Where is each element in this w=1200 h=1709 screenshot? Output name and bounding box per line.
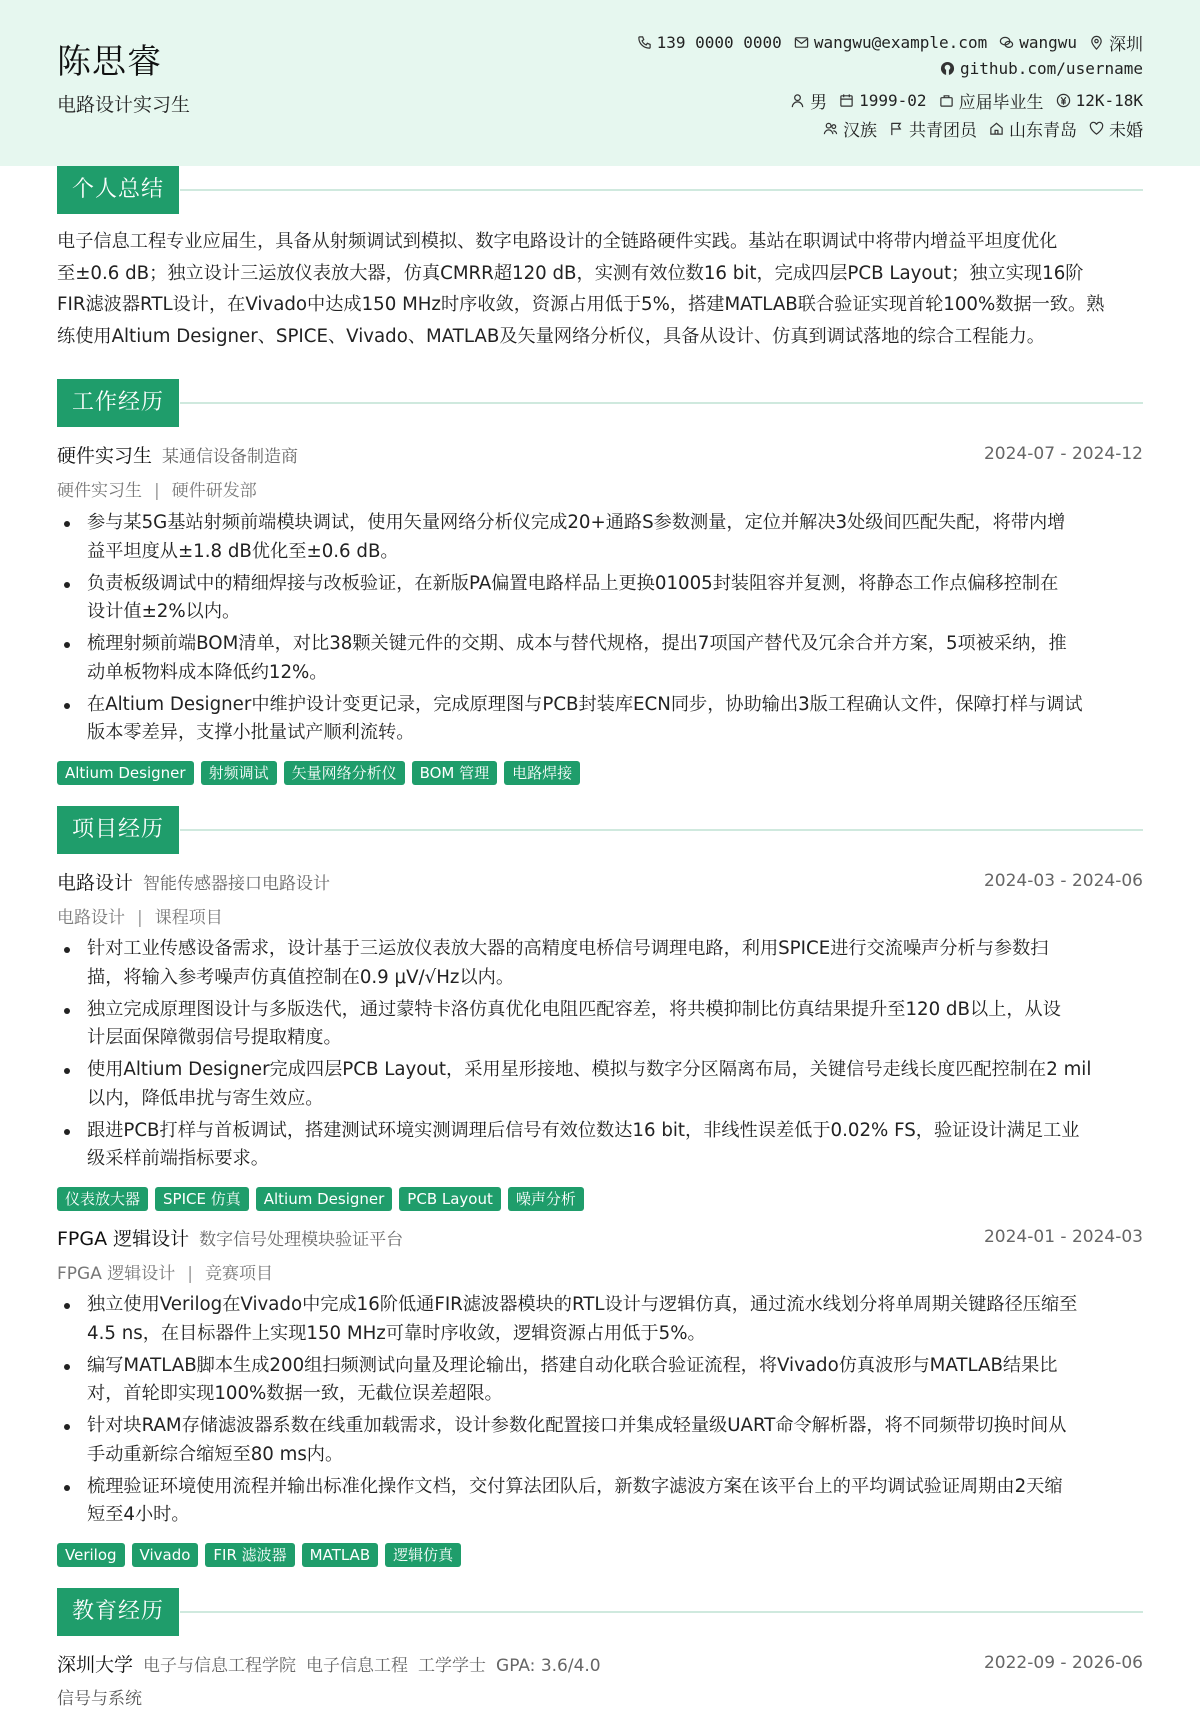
- work-entry-title: [57, 441, 298, 468]
- section-divider: [180, 1611, 1143, 1613]
- skill-tag: Altium Designer: [57, 761, 194, 785]
- heart-icon: [1089, 121, 1104, 136]
- contact-row-4: [823, 116, 1143, 141]
- project-meta-type: 课程项目: [154, 908, 223, 928]
- list-item: 独立完成原理图设计与多版迭代，通过蒙特卡洛仿真优化电阻匹配容差，将共模抑制比仿真结果提升至120 dB以上，从设 计层面保障微弱信号提取精度。: [57, 996, 1147, 1053]
- education-entry-title: [57, 1650, 601, 1677]
- person-icon: [790, 93, 805, 108]
- contact-row-1: [637, 30, 1143, 55]
- salary-item: [1056, 91, 1143, 110]
- currency-icon: [1056, 93, 1071, 108]
- phone-icon: [637, 35, 652, 50]
- section-title-education: 教育经历: [57, 1588, 179, 1636]
- education-course-line: 信号与系统: [57, 1689, 142, 1709]
- skill-tag: 噪声分析: [508, 1187, 584, 1211]
- summary-line: FIR滤波器RTL设计，在Vivado中达成150 MHz时序收敛，资源占用低于5%，搭建MATLAB联合验证实现首轮100%数据一致。熟: [57, 294, 1105, 315]
- salary-value: 12K-18K: [1075, 91, 1143, 110]
- section-title-projects: 项目经历: [57, 806, 179, 854]
- skill-tag: 仪表放大器: [57, 1187, 148, 1211]
- meta-separator: |: [187, 1264, 193, 1284]
- project-bullets: [57, 935, 1147, 1177]
- location-pin-icon: [1089, 35, 1104, 50]
- home-icon: [989, 121, 1004, 136]
- summary-line: 练使用Altium Designer、SPICE、Vivado、MATLAB及矢量网络分析仪，具备从设计、仿真到调试落地的综合工程能力。: [57, 325, 1045, 347]
- list-item: 梳理射频前端BOM清单，对比38颗关键元件的交期、成本与替代规格，提出7项国产替代及冗余合并方案，5项被采纳，推 动单板物料成本降低约12%。: [57, 630, 1147, 687]
- skill-tag: SPICE 仿真: [155, 1187, 249, 1211]
- status-item: [939, 88, 1044, 113]
- list-item: 编写MATLAB脚本生成200组扫频测试向量及理论输出，搭建自动化联合验证流程，将Vivado仿真波形与MATLAB结果比 对，首轮即实现100%数据一致，无截位误差超限。: [57, 1352, 1147, 1409]
- project-name: FPGA 逻辑设计: [57, 1228, 190, 1250]
- work-bullets: [57, 509, 1147, 751]
- project-name: 电路设计: [57, 872, 134, 894]
- project-entry-title: [57, 868, 330, 895]
- work-tags: [57, 761, 580, 785]
- section-title-summary: 个人总结: [57, 166, 179, 214]
- resume-header: [0, 0, 1200, 166]
- candidate-name: 陈思睿: [57, 42, 162, 82]
- skill-tag: 逻辑仿真: [385, 1543, 461, 1567]
- college-name: 电子与信息工程学院: [143, 1656, 297, 1676]
- github-item: [940, 59, 1143, 78]
- list-item: 跟进PCB打样与首板调试，搭建测试环境实测调理后信号有效位数达16 bit，非线性误差低于0.02% FS，验证设计满足工业 级采样前端指标要求。: [57, 1117, 1147, 1174]
- list-item: 使用Altium Designer完成四层PCB Layout，采用星形接地、模拟与数字分区隔离布局，关键信号走线长度匹配控制在2 mil 以内，降低串扰与寄生效应。: [57, 1056, 1147, 1113]
- project-bullets: [57, 1291, 1147, 1533]
- briefcase-icon: [939, 93, 954, 108]
- company-name: 某通信设备制造商: [162, 447, 299, 467]
- email-item: [794, 33, 987, 52]
- project-subtitle: 智能传感器接口电路设计: [143, 874, 331, 894]
- major-name: 电子信息工程: [306, 1656, 409, 1676]
- birth-value: 1999-02: [859, 91, 927, 110]
- hometown-value: 山东青岛: [1009, 121, 1077, 141]
- people-icon: [823, 121, 838, 136]
- list-item: 负责板级调试中的精细焊接与改板验证，在新版PA偏置电路样品上更换01005封装阻容并复测，将静态工作点偏移控制在 设计值±2%以内。: [57, 570, 1147, 627]
- marital-item: [1089, 116, 1143, 141]
- political-item: [889, 116, 977, 141]
- gpa-value: GPA: 3.6/4.0: [496, 1656, 601, 1676]
- list-item: 针对工业传感设备需求，设计基于三运放仪表放大器的高精度电桥信号调理电路，利用SPICE进行交流噪声分析与参数扫 描，将输入参考噪声仿真值控制在0.9 μV/√Hz以内。: [57, 935, 1147, 992]
- skill-tag: MATLAB: [302, 1543, 378, 1567]
- meta-separator: |: [137, 908, 143, 928]
- project-tags: [57, 1543, 461, 1567]
- project-meta-type: 竞赛项目: [204, 1264, 273, 1284]
- project-meta: [57, 1259, 273, 1284]
- section-divider: [180, 189, 1143, 191]
- summary-paragraph: [57, 226, 1143, 352]
- phone-item: [637, 33, 782, 52]
- project-subtitle: 数字信号处理模块验证平台: [199, 1230, 404, 1250]
- skill-tag: Verilog: [57, 1543, 125, 1567]
- birth-item: [839, 91, 926, 110]
- wechat-icon: [999, 35, 1014, 50]
- skill-tag: PCB Layout: [399, 1187, 501, 1211]
- project-entry-title: [57, 1224, 403, 1251]
- github-icon: [940, 61, 955, 76]
- contact-row-3: [790, 88, 1143, 113]
- school-name: 深圳大学: [57, 1654, 134, 1676]
- location-item: [1089, 30, 1143, 55]
- work-date: 2024-07 - 2024-12: [983, 444, 1143, 464]
- list-item: 针对块RAM存储滤波器系数在线重加载需求，设计参数化配置接口并集成轻量级UART命令解析器，将不同频带切换时间从 手动重新综合缩短至80 ms内。: [57, 1412, 1147, 1469]
- target-role: 电路设计实习生: [57, 94, 191, 116]
- ethnicity-value: 汉族: [843, 121, 877, 141]
- project-meta-category: 电路设计: [57, 908, 125, 928]
- list-item: 参与某5G基站射频前端模块调试，使用矢量网络分析仪完成20+通路S参数测量，定位并解决3处级间匹配失配，将带内增 益平坦度从±1.8 dB优化至±0.6 dB。: [57, 509, 1147, 566]
- section-divider: [180, 402, 1143, 404]
- skill-tag: FIR 滤波器: [205, 1543, 294, 1567]
- gender-value: 男: [810, 93, 828, 113]
- project-meta-category: FPGA 逻辑设计: [57, 1264, 176, 1284]
- skill-tag: Vivado: [132, 1543, 199, 1567]
- flag-icon: [889, 121, 904, 136]
- skill-tag: BOM 管理: [412, 761, 498, 785]
- marital-value: 未婚: [1109, 121, 1143, 141]
- political-value: 共青团员: [909, 121, 977, 141]
- meta-separator: |: [154, 481, 160, 501]
- job-title: 硬件实习生: [57, 445, 153, 467]
- email-address[interactable]: wangwu@example.com: [813, 33, 988, 52]
- location-city: 深圳: [1109, 35, 1143, 55]
- work-meta-dept: 硬件研发部: [171, 481, 257, 501]
- project-date: 2024-01 - 2024-03: [983, 1227, 1143, 1247]
- degree-name: 工学学士: [418, 1656, 487, 1676]
- skill-tag: Altium Designer: [256, 1187, 393, 1211]
- ethnicity-item: [823, 116, 877, 141]
- skill-tag: 电路焊接: [504, 761, 580, 785]
- hometown-item: [989, 116, 1077, 141]
- wechat-item: [999, 33, 1077, 52]
- summary-line: 电子信息工程专业应届生，具备从射频调试到模拟、数字电路设计的全链路硬件实践。基站在职调试中将带内增益平坦度优化: [57, 231, 1058, 252]
- project-meta: [57, 903, 223, 928]
- calendar-icon: [839, 93, 854, 108]
- list-item: 梳理验证环境使用流程并输出标准化操作文档，交付算法团队后，新数字滤波方案在该平台上的平均调试验证周期由2天缩 短至4小时。: [57, 1473, 1147, 1530]
- skill-tag: 射频调试: [201, 761, 277, 785]
- work-meta: [57, 476, 257, 501]
- gender-item: [790, 88, 827, 113]
- education-date: 2022-09 - 2026-06: [983, 1653, 1143, 1673]
- work-meta-role: 硬件实习生: [57, 481, 142, 501]
- status-value: 应届毕业生: [958, 93, 1044, 113]
- wechat-id: wangwu: [1019, 33, 1077, 52]
- project-tags: [57, 1187, 584, 1211]
- section-divider: [180, 829, 1143, 831]
- list-item: 在Altium Designer中维护设计变更记录，完成原理图与PCB封装库ECN同步，协助输出3版工程确认文件，保障打样与调试 版本零差异，支撑小批量试产顺利流转。: [57, 691, 1147, 748]
- mail-icon: [794, 35, 809, 50]
- summary-line: 至±0.6 dB；独立设计三运放仪表放大器，仿真CMRR超120 dB，实测有效位数16 bit，完成四层PCB Layout；独立实现16阶: [57, 262, 1084, 284]
- github-link[interactable]: github.com/username: [959, 59, 1143, 78]
- phone-number[interactable]: 139 0000 0000: [656, 33, 782, 52]
- section-title-work: 工作经历: [57, 379, 179, 427]
- contact-row-2: [940, 59, 1143, 78]
- skill-tag: 矢量网络分析仪: [284, 761, 405, 785]
- list-item: 独立使用Verilog在Vivado中完成16阶低通FIR滤波器模块的RTL设计与逻辑仿真，通过流水线划分将单周期关键路径压缩至 4.5 ns，在目标器件上实现150 MHz可靠时序收敛，逻辑资源占用低于5%。: [57, 1291, 1147, 1348]
- project-date: 2024-03 - 2024-06: [983, 871, 1143, 891]
